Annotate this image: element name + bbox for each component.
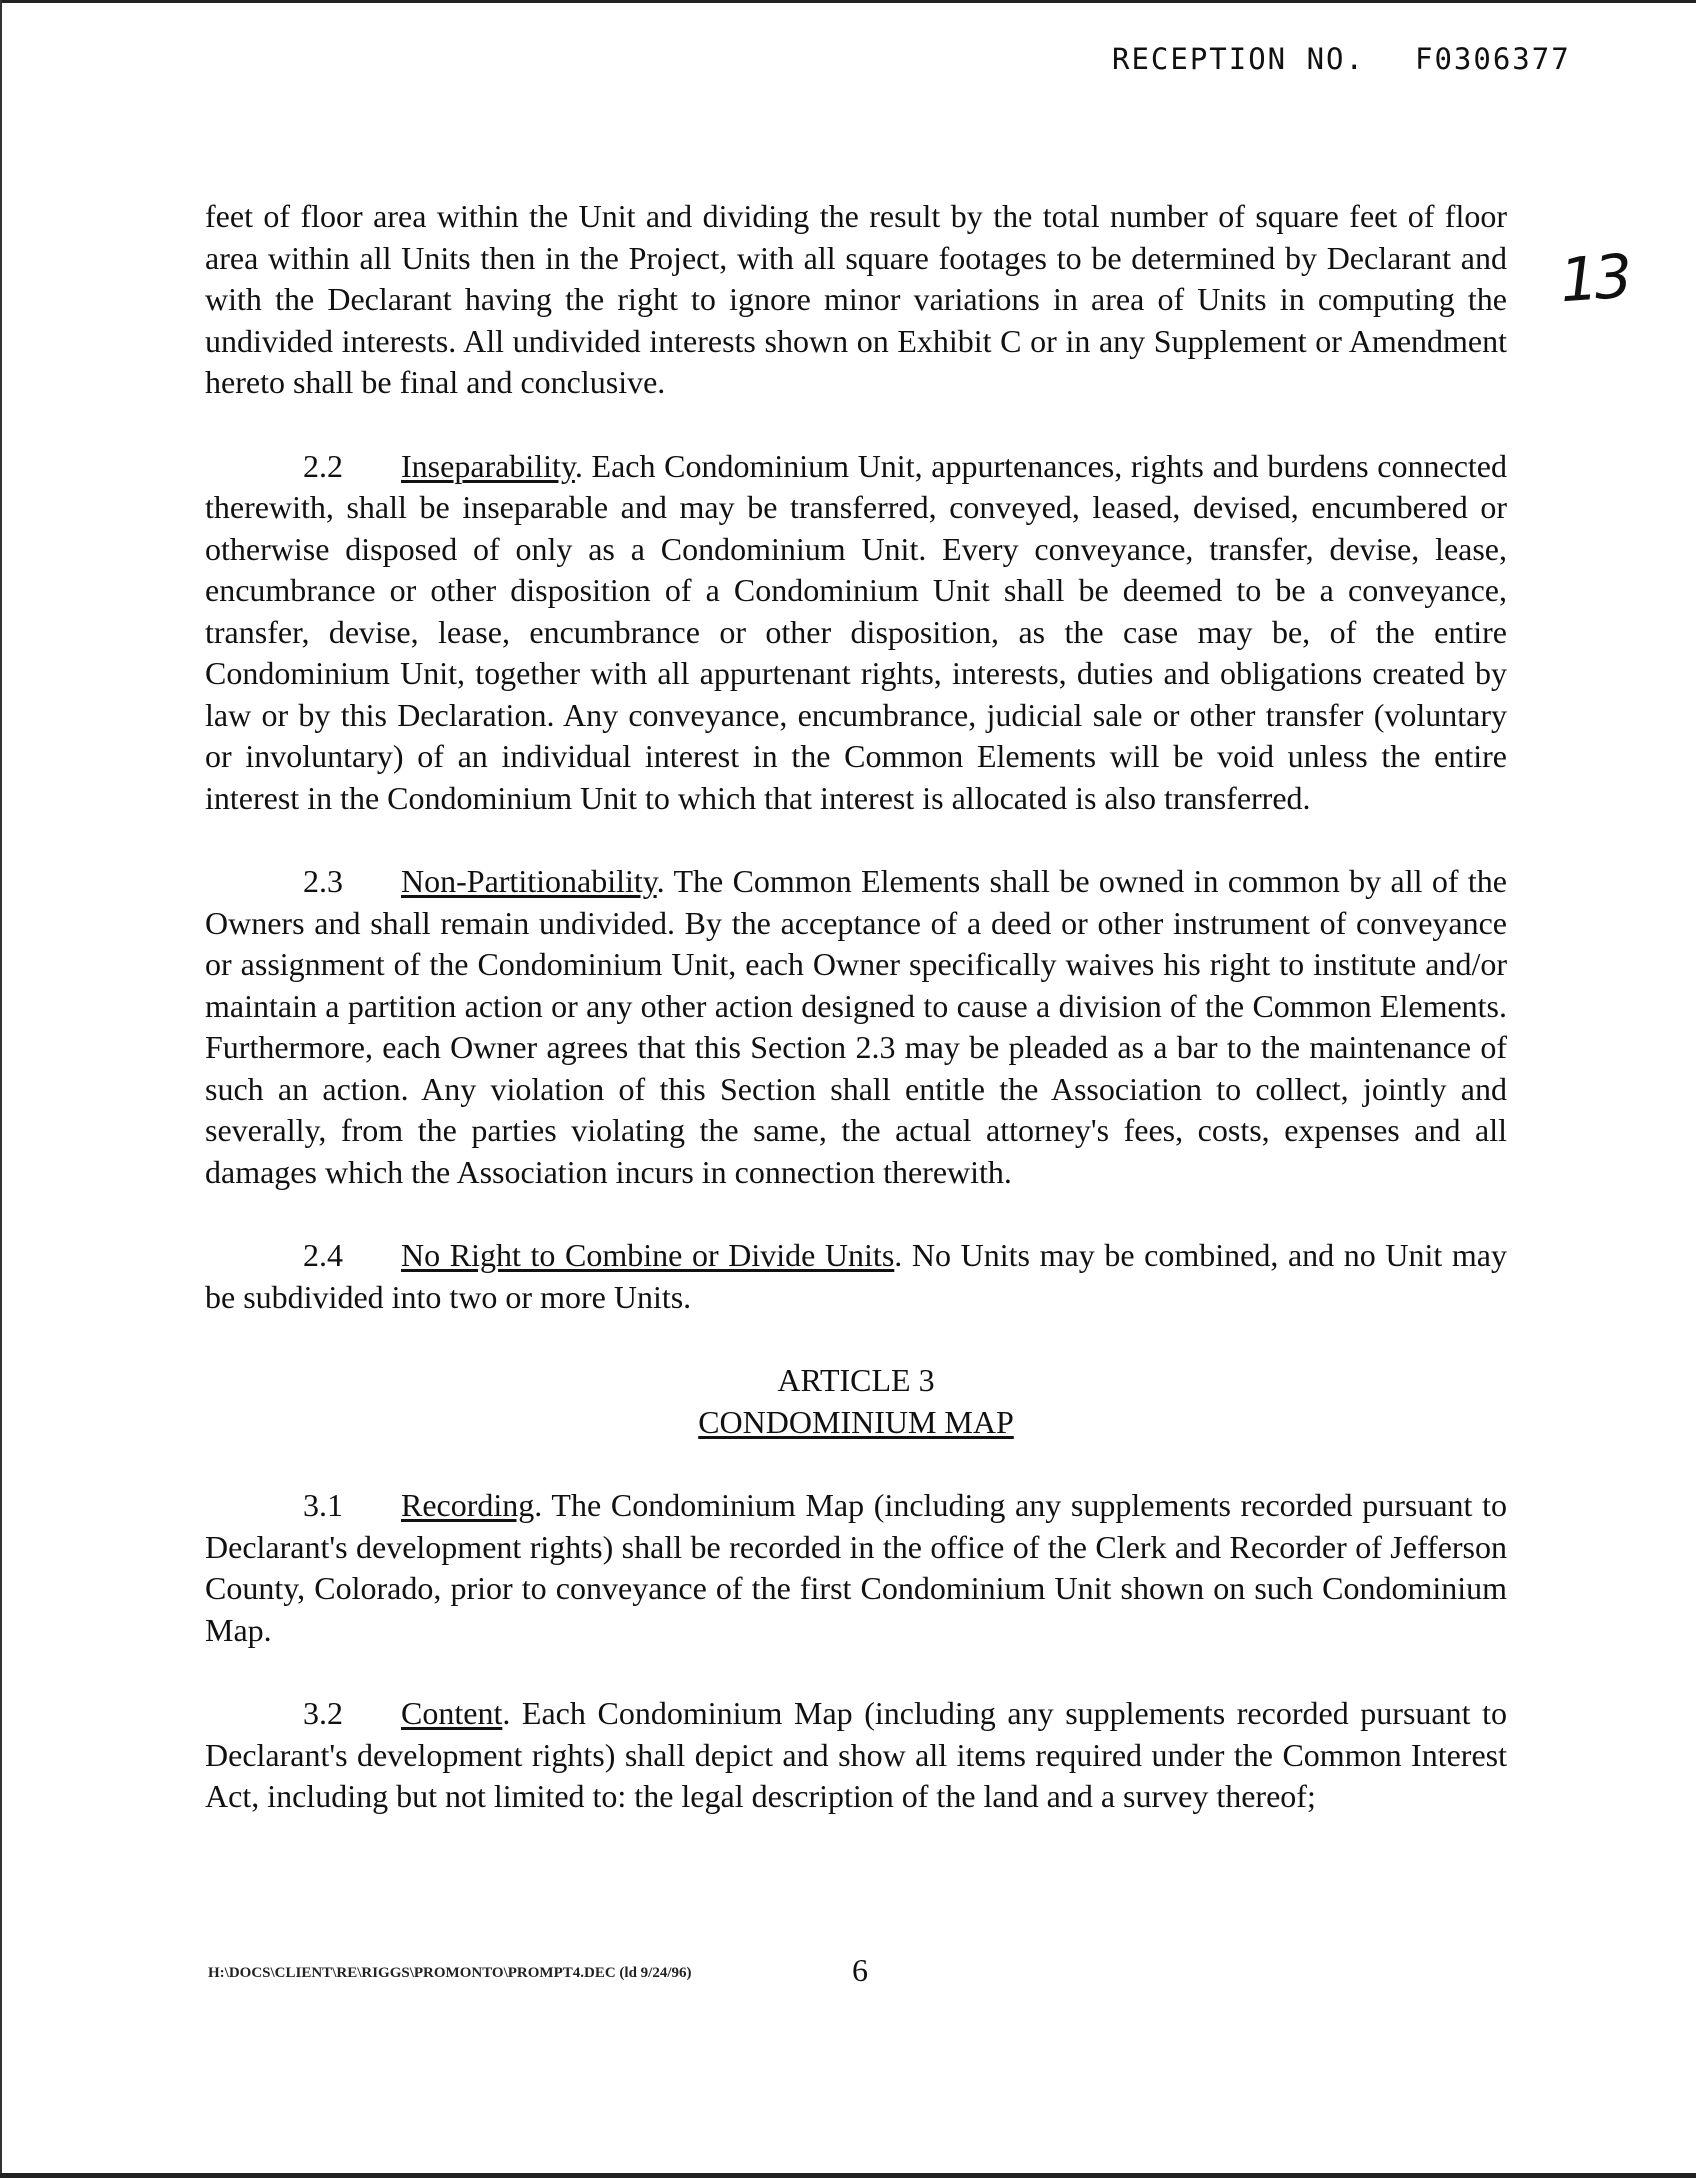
article-heading [205,1360,1507,1443]
page-number: 6 [852,1952,868,1988]
page-bottom-border [0,2173,1696,2178]
section-number: 3.2 [303,1695,343,1731]
section-heading: Content [401,1695,503,1731]
section-text: . The Condominium Map (including any supplements recorded pursuant to Declarant's development rights) shall be recorded in the office of the Clerk and Recorder of Jefferson County, Colorado, prior to conveyance of the first Condominium Unit shown on such Condominium Map. [205,1487,1507,1648]
section-heading: Recording [401,1487,535,1523]
section-text: . No Units may be combined, and no Unit may be subdivided into two or more Units. [205,1237,1508,1315]
section-heading: No Right to Combine or Divide Units [401,1237,895,1273]
section-heading: Inseparability [401,447,575,484]
section-number: 2.3 [303,863,343,899]
section-number: 2.4 [303,1237,343,1273]
reception-label: RECEPTION NO. [1112,42,1365,76]
reception-stamp [1112,42,1571,76]
page-left-border [0,0,2,2178]
reception-number: F0306377 [1414,42,1571,76]
page-top-border [0,0,1696,3]
section-number: 3.1 [303,1487,343,1523]
section-2-3 [205,861,1507,1193]
section-3-2 [205,1693,1507,1818]
section-text: . Each Condominium Map (including any supplements recorded pursuant to Declarant's development rights) shall depict and show all items required under the Common Interest Act, including but not limited to: the legal description of the land and a survey thereof; [205,1695,1507,1814]
document-body [205,196,1507,1860]
section-text: . The Common Elements shall be owned in common by all of the Owners and shall remain undivided. By the acceptance of a deed or other instrument of conveyance or assignment of the Condominium Unit, each Owner specifically waives his right to institute and/or maintain a partition action or any other action designed to cause a division of the Common Elements. Furthermore, each Owner agrees that this Section 2.3 may be pleaded as a bar to the maintenance of such an action. Any violation of this Section shall entitle the Association to collect, jointly and severally, from the parties violating the same, the actual attorney's fees, costs, expenses and all damages which the Association incurs in connection therewith. [205,863,1507,1190]
paragraph-continuation: feet of floor area within the Unit and dividing the result by the total number of square feet of floor area within all Units then in the Project, with all square footages to be determined by Declarant and with the Declarant having the right to ignore minor variations in area of Units in computing the undivided interests. All undivided interests shown on Exhibit C or in any Supplement or Amendment hereto shall be final and conclusive. [205,198,1507,400]
article-title: CONDOMINIUM MAP [698,1403,1014,1440]
handwritten-page-mark: 13 [1557,241,1631,317]
section-3-1 [205,1485,1507,1651]
footer-file-path: H:\DOCS\CLIENT\RE\RIGGS\PROMONTO\PROMPT4.DEC (ld 9/24/96) [208,1965,692,1981]
section-text: . Each Condominium Unit, appurtenances, rights and burdens connected therewith, shall be inseparable and may be transferred, conveyed, leased, devised, encumbered or otherwise disposed of only as a Condominium Unit. Every conveyance, transfer, devise, lease, encumbrance or other disposition of a Condominium Unit shall be deemed to be a conveyance, transfer, devise, lease, encumbrance or other disposition, as the case may be, of the entire Condominium Unit, together with all appurtenant rights, interests, duties and obligations created by law or by this Declaration. Any conveyance, encumbrance, judicial sale or other transfer (voluntary or involuntary) of an individual interest in the Common Elements will be void unless the entire interest in the Condominium Unit to which that interest is allocated is also transferred. [205,447,1507,816]
section-heading: Non-Partitionability [401,863,657,899]
section-2-2 [205,446,1507,820]
article-number: ARTICLE 3 [777,1362,935,1398]
section-2-4 [205,1235,1507,1318]
section-number: 2.2 [303,447,343,484]
